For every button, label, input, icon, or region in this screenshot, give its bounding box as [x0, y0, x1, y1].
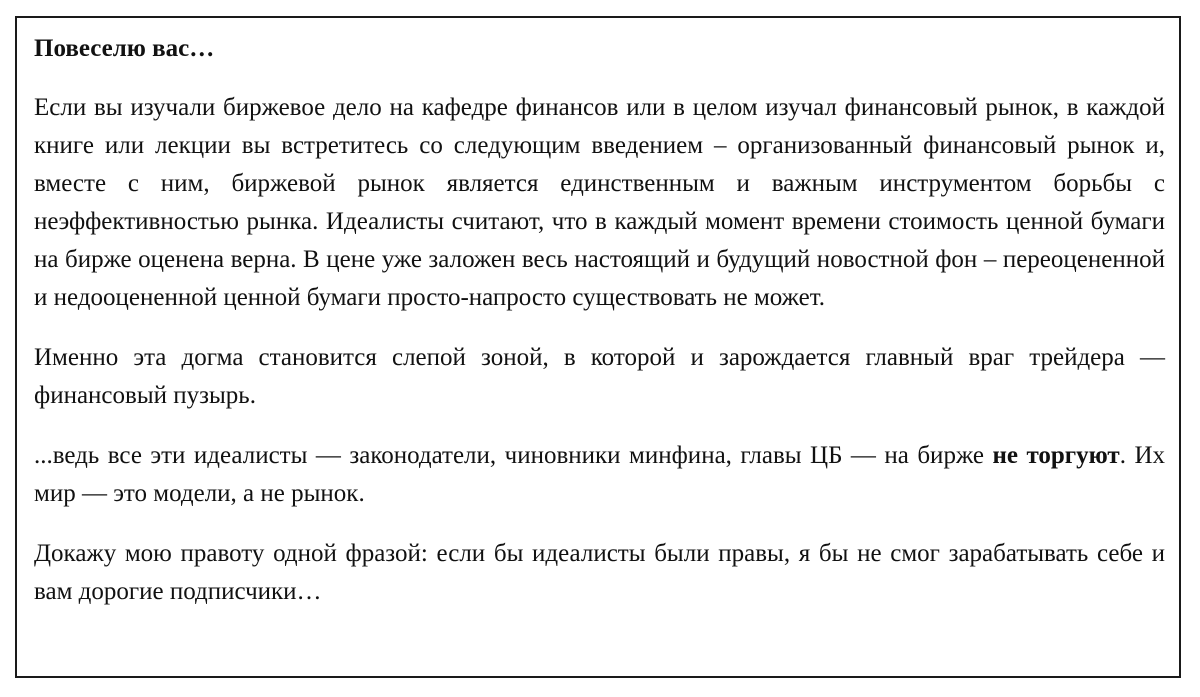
paragraph-conclusion: Докажу мою правоту одной фразой: если бы идеалисты были правы, я бы не смог зарабатывать себе и вам дорогие подписчики… [34, 540, 1165, 605]
document-content [34, 30, 1165, 611]
document-title: Повеселю вас… [34, 35, 215, 62]
paragraph-intro: Если вы изучали биржевое дело на кафедре финансов или в целом изучал финансовый рынок, в каждой книге или лекции вы встретитесь со следующим введением – организованный финансовый рынок и, вместе с ним, биржевой рынок является единственным и важным инструментом борьбы с неэффективностью рынка. Идеалисты считают, что в каждый момент времени стоимость ценной бумаги на бирже оценена верна. В цене уже заложен весь настоящий и будущий новостной фон – переоцененной и недооцененной ценной бумаги просто-напросто существовать не может. [34, 94, 1165, 311]
paragraph-dogma: Именно эта догма становится слепой зоной, в которой и зарождается главный враг трейдера — финансовый пузырь. [34, 344, 1165, 409]
text-frame [15, 16, 1181, 678]
paragraph-idealists-text-start: ...ведь все эти идеалисты — законодатели, чиновники минфина, главы ЦБ — на бирже [34, 442, 993, 469]
paragraph-idealists [34, 437, 1165, 513]
paragraph-idealists-text-end: . Их мир — это модели, а не рынок. [34, 442, 1166, 507]
paragraph-idealists-bold: не торгуют [992, 442, 1120, 469]
